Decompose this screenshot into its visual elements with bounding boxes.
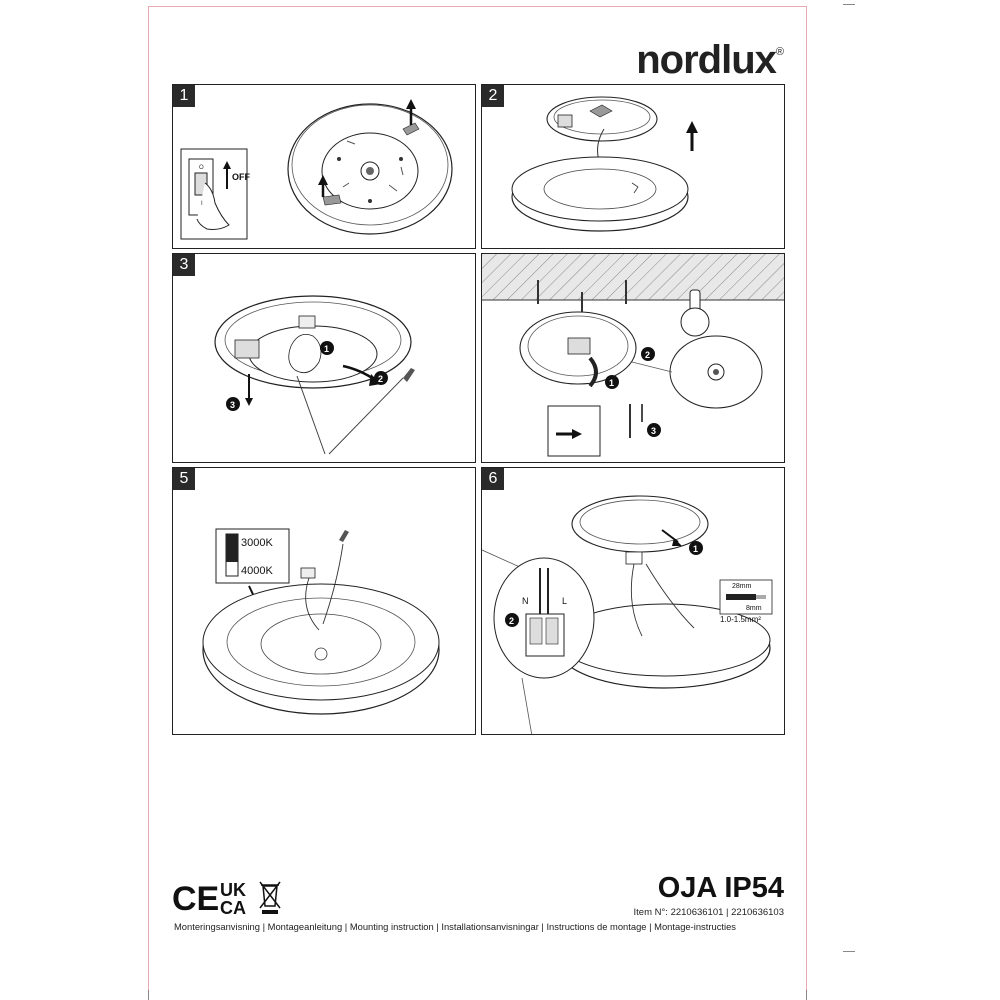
product-name: OJA IP54: [657, 872, 784, 904]
callout-2: 2: [378, 374, 384, 384]
callout-3: 3: [230, 400, 236, 410]
switch-on-mark: I: [201, 201, 203, 207]
step-2-illustration: [482, 85, 785, 249]
step-5-illustration: [173, 468, 476, 735]
wire-gauge-label: 1.0-1.5mm²: [720, 615, 761, 624]
end-strip-label: 8mm: [746, 605, 762, 612]
callout-1: 1: [609, 378, 615, 388]
callout-2: 2: [645, 350, 651, 360]
crop-mark: [148, 990, 149, 1000]
step-panel-4: [481, 253, 785, 463]
certification-marks: [172, 878, 282, 918]
step-number: 3: [173, 254, 195, 276]
step-panel-3: [172, 253, 476, 463]
strip-length-label: 28mm: [732, 583, 752, 590]
step-panel-6: [481, 467, 785, 735]
switch-off-mark: O: [199, 165, 204, 171]
ce-mark: CE: [172, 880, 220, 918]
step-1-illustration: [173, 85, 476, 249]
off-label: OFF: [232, 172, 250, 182]
step-number: 5: [173, 468, 195, 490]
brand-name: nordlux: [636, 38, 776, 82]
callout-1: 1: [693, 544, 699, 554]
crop-mark: [843, 951, 855, 952]
step-panel-2: [481, 84, 785, 249]
instructions-languages: Monteringsanvisning | Montageanleitung | Mounting instruction | Installationsanvisningar | Instructions de montage | Montage-instructies: [174, 921, 736, 932]
registered-mark: ®: [775, 46, 783, 58]
live-label: L: [562, 596, 568, 606]
callout-2: 2: [509, 616, 515, 626]
step-number: 1: [173, 85, 195, 107]
cct-3000k-label: 3000K: [241, 537, 273, 549]
crop-mark: [806, 990, 807, 1000]
step-panel-5: [172, 467, 476, 735]
step-4-illustration: [482, 254, 785, 463]
weee-bin-icon: [258, 880, 282, 916]
ukca-mark-ca: CA: [220, 898, 246, 918]
ukca-mark-uk: UK: [220, 880, 246, 900]
cct-4000k-label: 4000K: [241, 565, 273, 577]
step-6-illustration: [482, 468, 785, 735]
brand-logo: [636, 38, 783, 83]
crop-mark: [843, 4, 855, 5]
neutral-label: N: [522, 596, 529, 606]
item-number: Item N°: 2210636101 | 2210636103: [633, 907, 784, 918]
step-number: 6: [482, 468, 504, 490]
step-3-illustration: [173, 254, 476, 463]
callout-1: 1: [324, 344, 330, 354]
callout-3: 3: [651, 426, 657, 436]
step-panel-1: [172, 84, 476, 249]
step-number: 2: [482, 85, 504, 107]
